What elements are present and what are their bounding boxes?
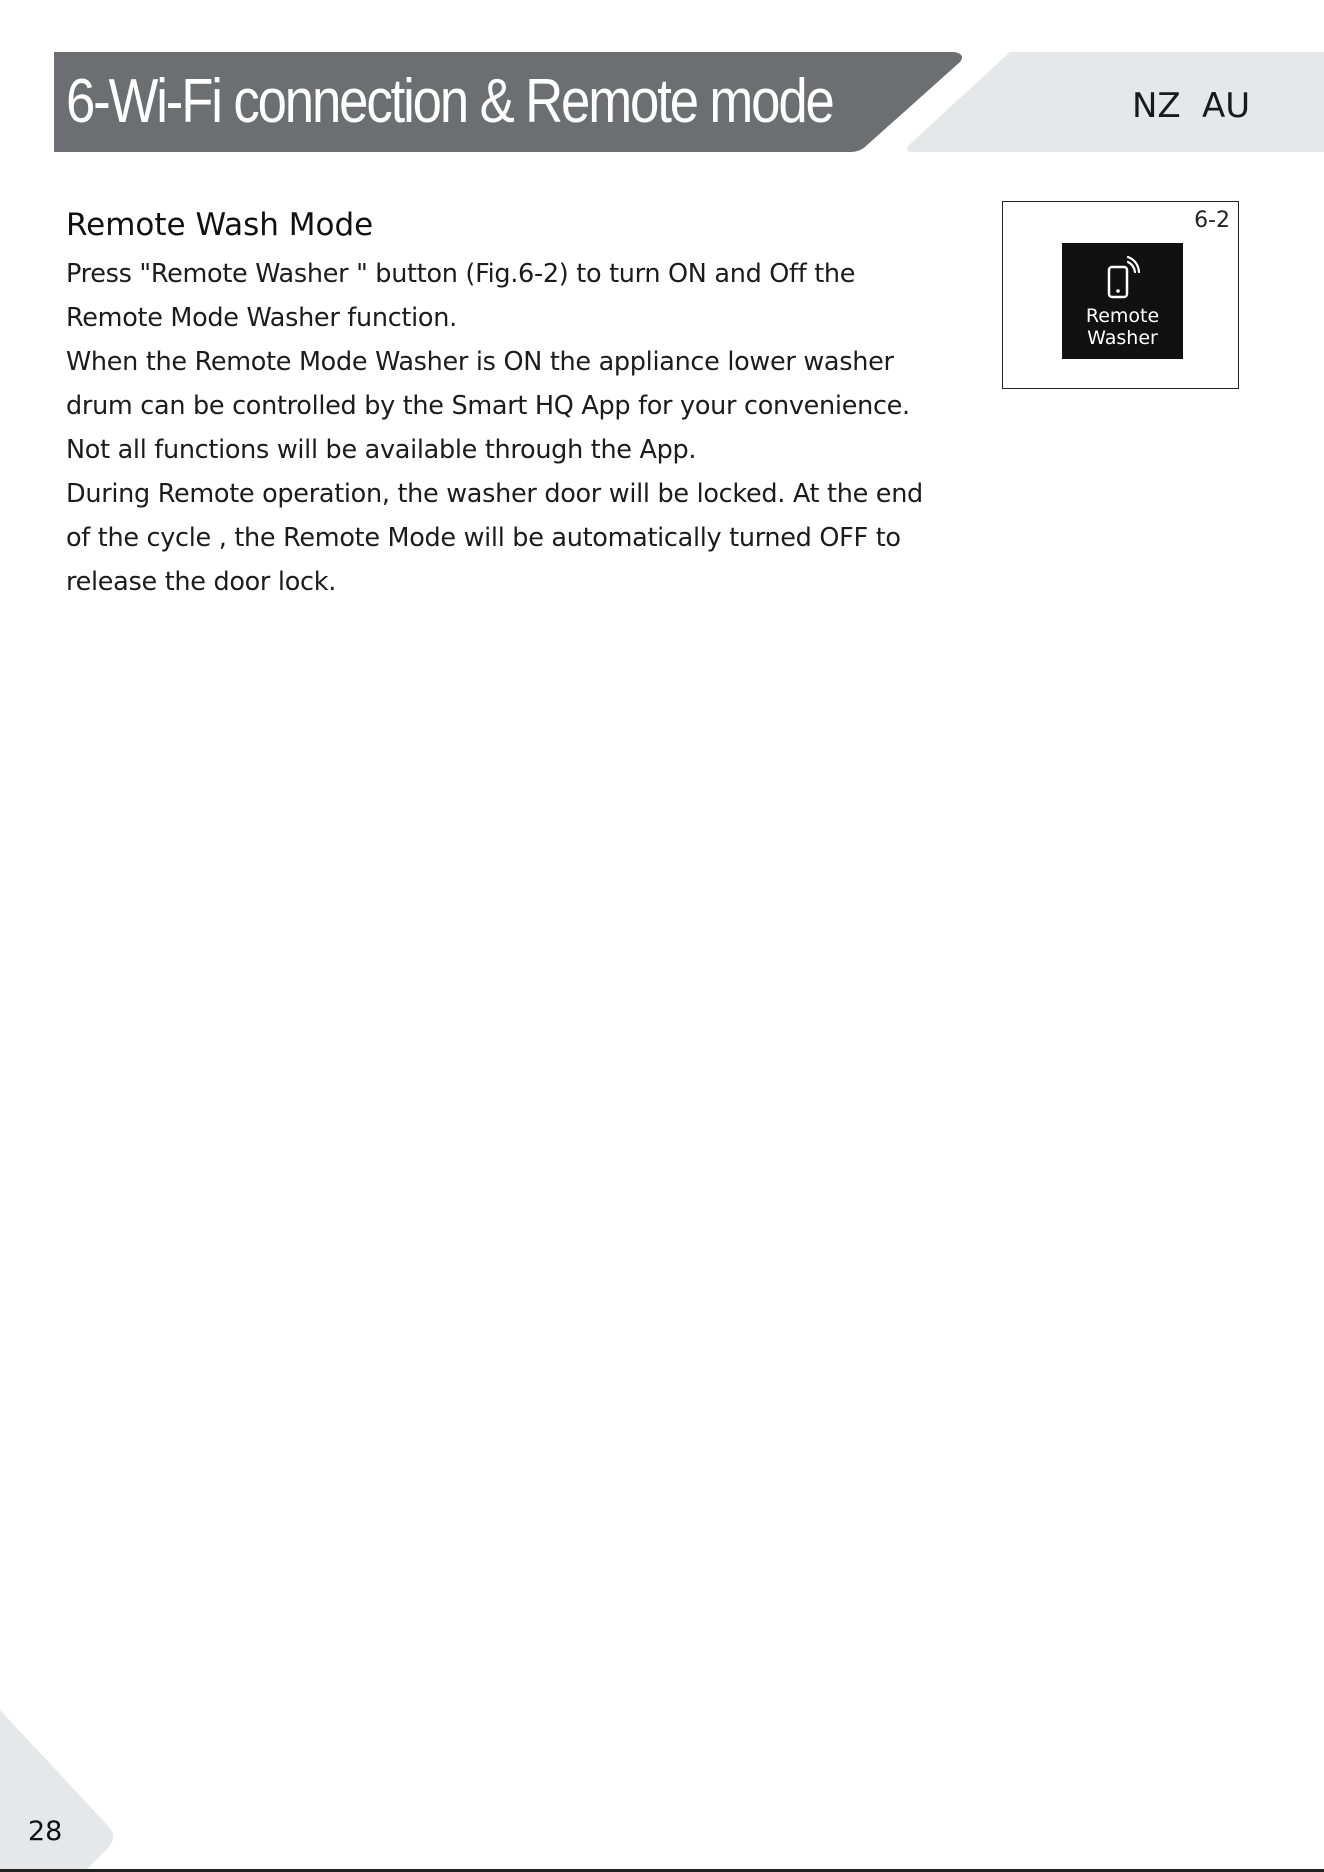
button-label-line-1: Remote (1085, 305, 1160, 327)
region-label-au: AU (1202, 86, 1251, 126)
body-line: of the cycle , the Remote Mode will be automatically turned OFF to (66, 523, 901, 553)
phone-wireless-icon (1106, 255, 1140, 299)
figure-6-2 (1002, 201, 1239, 389)
region-header-band (900, 52, 1324, 152)
body-line: drum can be controlled by the Smart HQ App for your convenience. (66, 391, 910, 421)
button-label-line-2: Washer (1087, 327, 1158, 349)
remote-washer-button-illustration (1062, 243, 1183, 359)
figure-label: 6-2 (1194, 208, 1230, 233)
page-number: 28 (28, 1816, 63, 1847)
region-band-shape (900, 52, 1324, 152)
body-paragraph (66, 252, 966, 604)
body-line: release the door lock. (66, 567, 337, 597)
body-line: When the Remote Mode Washer is ON the appliance lower washer (66, 347, 894, 377)
body-line: Press "Remote Washer " button (Fig.6-2) to turn ON and Off the (66, 259, 856, 289)
body-line: During Remote operation, the washer door will be locked. At the end (66, 479, 923, 509)
body-line: Not all functions will be available through the App. (66, 435, 697, 465)
region-label-nz: NZ (1132, 86, 1181, 126)
chapter-title: 6-Wi-Fi connection & Remote mode (66, 67, 833, 136)
body-line: Remote Mode Washer function. (66, 303, 457, 333)
chapter-header-band (54, 52, 964, 152)
section-heading: Remote Wash Mode (66, 207, 374, 243)
